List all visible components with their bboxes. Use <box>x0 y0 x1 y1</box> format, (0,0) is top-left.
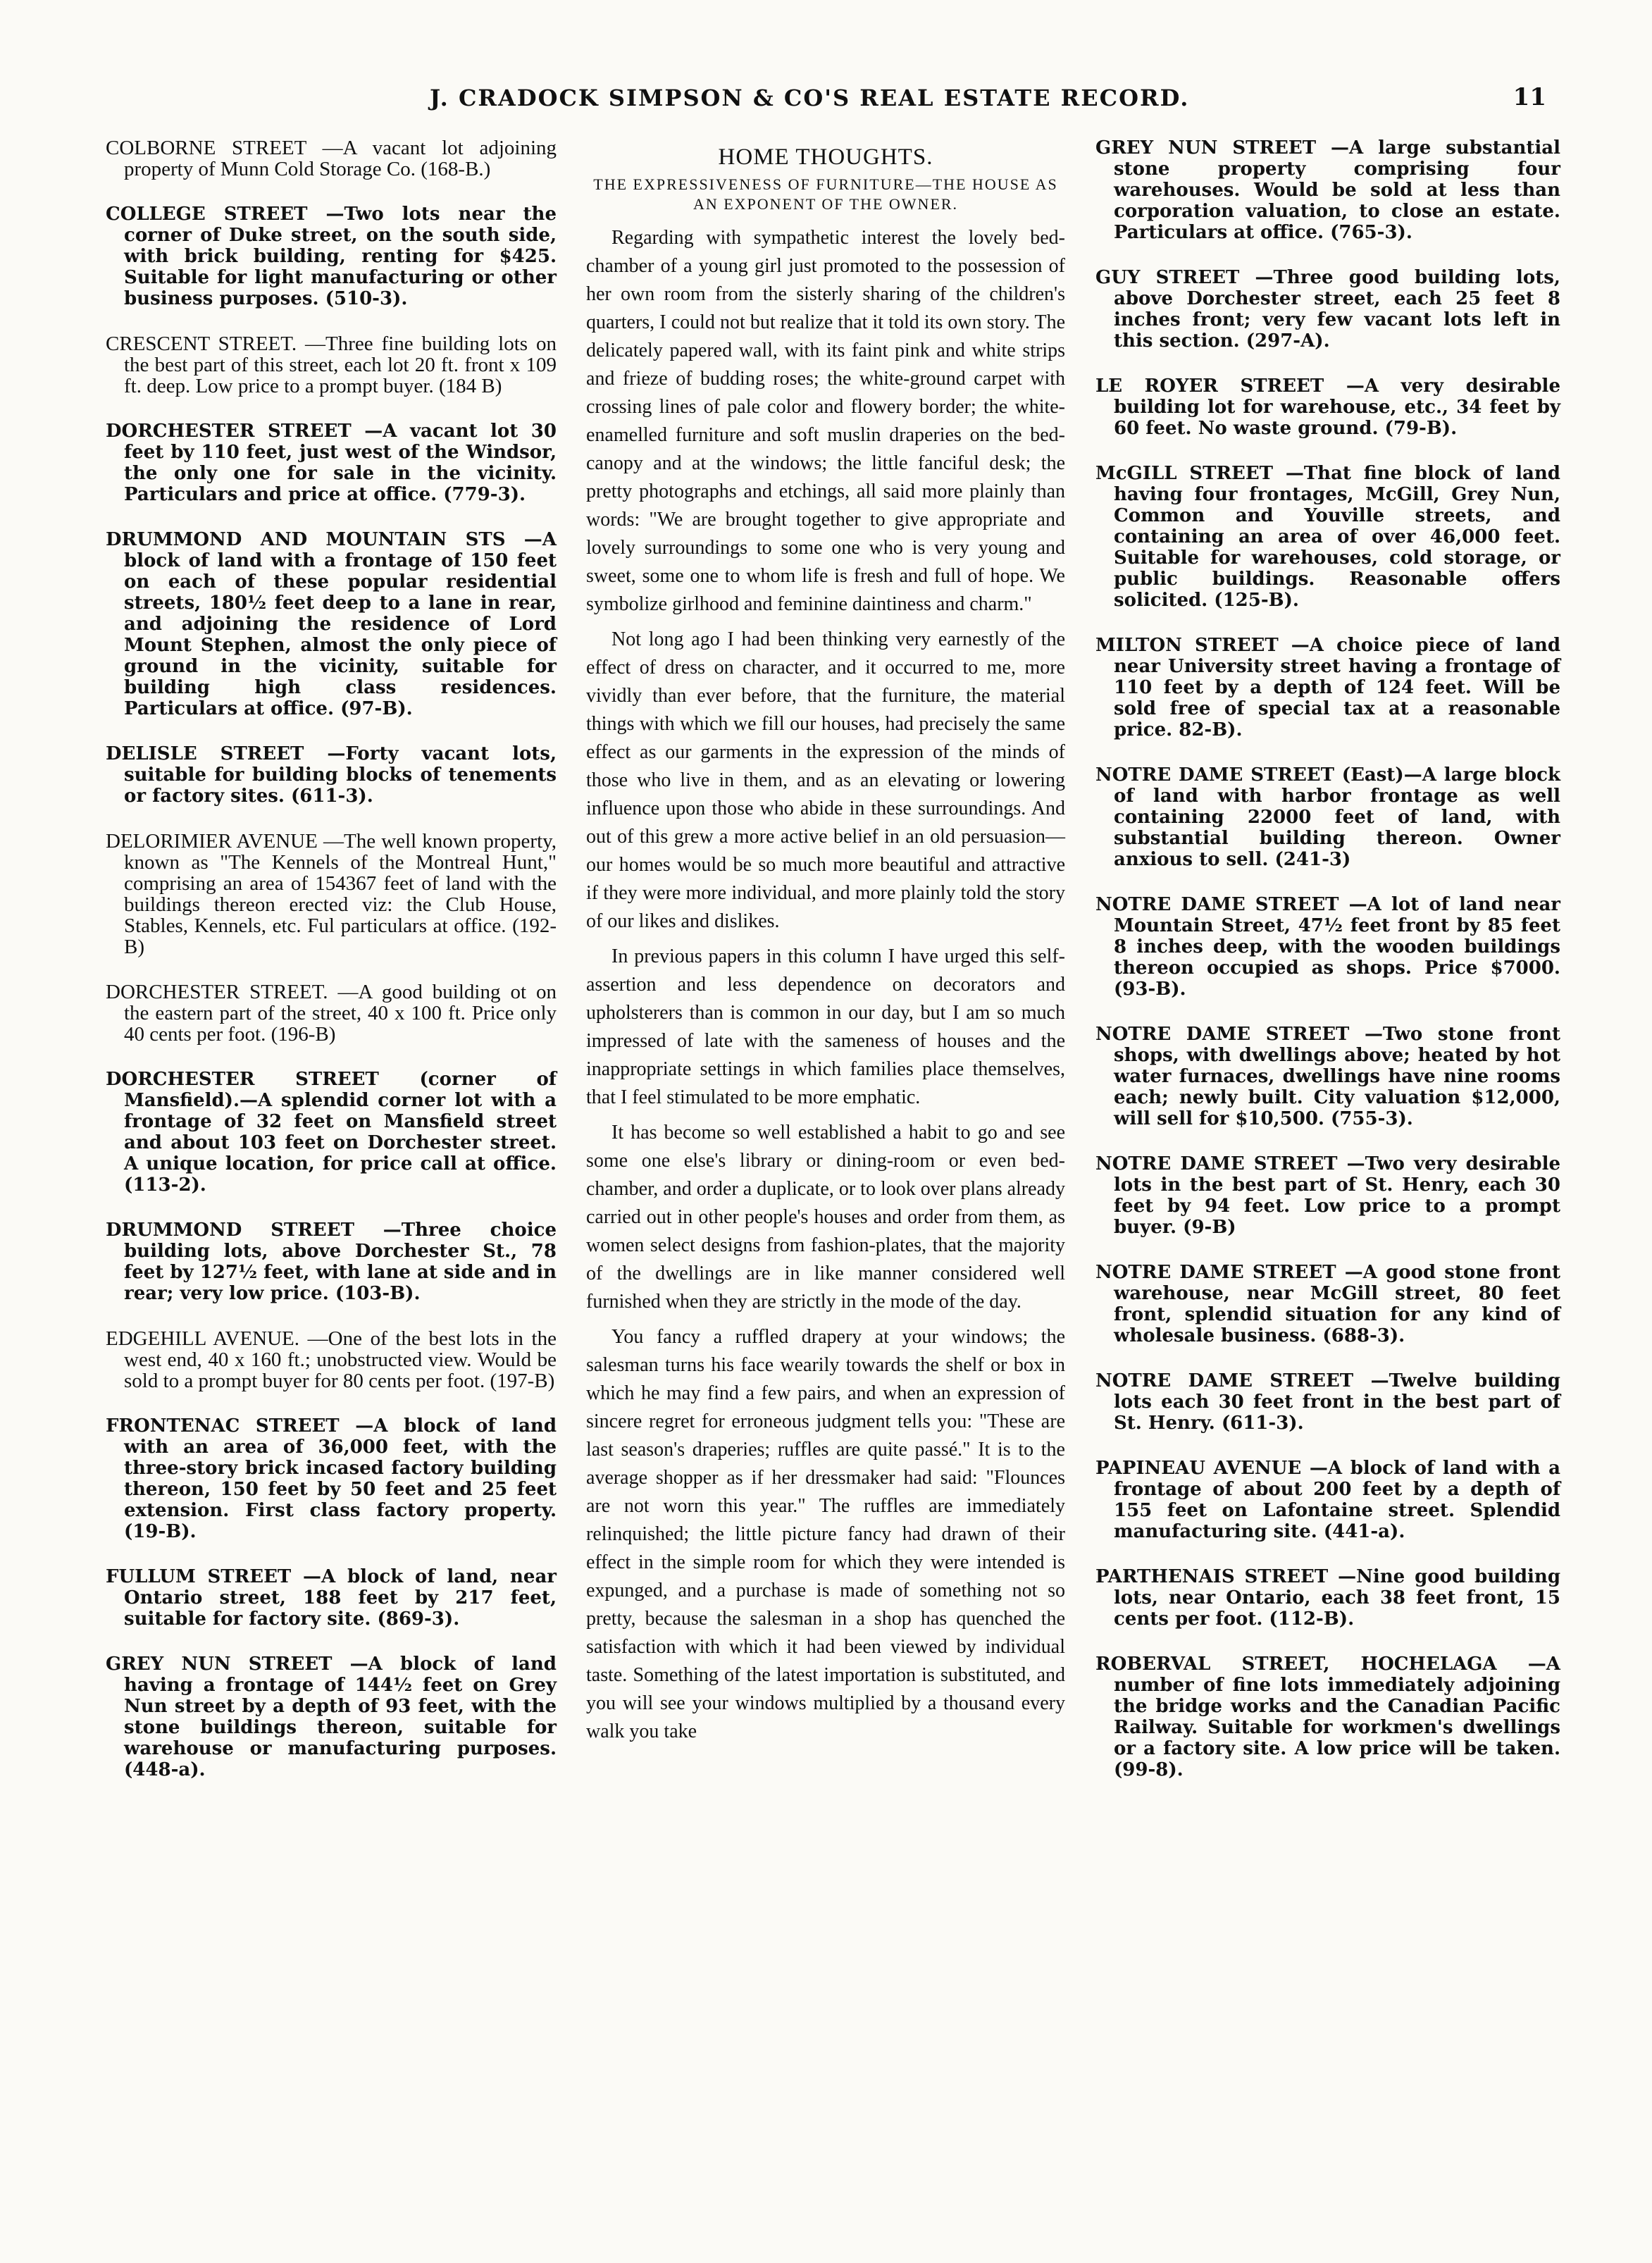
listing-text <box>106 333 557 397</box>
listing-description: —Two lots near the corner of Duke street, on the south side, with brick building, renting for $425. Suitable for light manufacturing or other business purposes. (510-3). <box>124 204 557 309</box>
listing-item <box>1095 137 1560 243</box>
listing-text <box>106 1566 557 1630</box>
listing-text <box>1095 894 1560 1000</box>
listing-description: —That fine block of land having four frontages, McGill, Grey Nun, Common and Youville streets, and containing an area of over 46,000 feet. Suitable for warehouses, cold storage, or public buildings. Reasonable offers solicited. (125-B). <box>1114 463 1560 611</box>
article-body <box>586 224 1065 1746</box>
listing-item <box>1095 1566 1560 1630</box>
listing-text <box>106 981 557 1045</box>
listing-text <box>1095 267 1560 352</box>
listing-description: —A choice piece of land near University street having a frontage of 110 feet by a depth of 124 feet. Will be sold free of special tax at a reasonable price. 82-B). <box>1114 635 1560 740</box>
listing-item <box>106 1654 557 1780</box>
listing-text <box>1095 1370 1560 1434</box>
listing-heading: DELISLE STREET <box>106 743 304 764</box>
listing-heading: EDGEHILL AVENUE. <box>106 1327 300 1350</box>
listing-heading: NOTRE DAME STREET <box>1095 1153 1338 1174</box>
listing-heading: LE ROYER STREET <box>1095 376 1324 397</box>
right-listings-column <box>1095 137 1560 1804</box>
listing-item <box>106 831 557 957</box>
listing-heading: DORCHESTER STREET <box>106 1069 379 1090</box>
listing-description: —A block of land with a frontage of 150 feet on each of these popular residential streets, 180½ feet deep to a lane in rear, and adjoining the residence of Lord Mount Stephen, almost the only piece of ground in the vicinity, suitable for building high class residences. Particulars at office. (97-B). <box>124 529 557 719</box>
listing-heading: FULLUM STREET <box>106 1566 292 1587</box>
listing-item <box>1095 1262 1560 1346</box>
listing-item <box>106 529 557 719</box>
listing-description: —A block of land, near Ontario street, 188 feet by 217 feet, suitable for factory site. (869-3). <box>124 1566 557 1630</box>
listing-heading: NOTRE DAME STREET <box>1095 764 1334 786</box>
listing-heading: ROBERVAL STREET, HOCHELAGA <box>1095 1654 1497 1675</box>
listing-item <box>106 981 557 1045</box>
listing-text <box>1095 635 1560 740</box>
listing-heading: NOTRE DAME STREET <box>1095 1370 1354 1391</box>
listing-text <box>1095 463 1560 611</box>
listing-text <box>106 137 557 180</box>
listing-heading: McGILL STREET <box>1095 463 1274 484</box>
listing-text <box>106 1654 557 1780</box>
listing-text <box>1095 1024 1560 1129</box>
listing-text <box>106 421 557 505</box>
listing-heading: DORCHESTER STREET. <box>106 981 328 1003</box>
listing-item <box>1095 376 1560 439</box>
listing-description: —A vacant lot adjoining property of Munn Cold Storage Co. (168-B.) <box>124 137 557 180</box>
listing-description: —The well known property, known as "The Kennels of the Montreal Hunt," comprising an area of 154367 feet of land with the buildings thereon erected viz: the Club House, Stables, Kennels, etc. Ful particulars at office. (192-B) <box>124 830 557 958</box>
listing-description: —Nine good building lots, near Ontario, each 38 feet front, 15 cents per foot. (112-B). <box>1114 1566 1560 1630</box>
listing-heading: COLLEGE STREET <box>106 204 308 225</box>
listing-description: —Two very desirable lots in the best part of St. Henry, each 30 feet by 94 feet. Low price to a prompt buyer. (9-B) <box>1114 1153 1561 1238</box>
listing-item <box>106 204 557 309</box>
listing-item <box>1095 1654 1560 1780</box>
listing-text <box>1095 1566 1560 1630</box>
listing-description: —One of the best lots in the west end, 40 x 160 ft.; unobstructed view. Would be sold to a prompt buyer for 80 cents per foot. (197-B) <box>124 1327 557 1392</box>
article-column <box>586 137 1065 1753</box>
left-listings-column <box>106 137 557 1804</box>
listing-text <box>1095 764 1560 870</box>
listing-text <box>106 743 557 807</box>
listing-heading: DRUMMOND AND MOUNTAIN STS <box>106 529 506 550</box>
listing-item <box>106 1069 557 1196</box>
listing-item <box>1095 1024 1560 1129</box>
listing-heading: CRESCENT STREET. <box>106 333 297 355</box>
article-paragraph: You fancy a ruffled drapery at your windows; the salesman turns his face wearily towards the shelf or box in which he may find a few pairs, and when an expression of sincere regret for erroneous judgment tells you: "These are last season's draperies; ruffles are quite passé." It is to the average shopper as if her dressmaker had said: "Flounces are not worn this year." The ruffles are immediately relinquished; the little picture fancy had drawn of their effect in the simple room for which they were intended is expunged, and a purchase is made of something not so pretty, because the salesman in a shop has quenched the satisfaction with which it had been viewed by individual taste. Something of the latest importation is substituted, and you will see your windows multiplied by a thousand every walk you take <box>586 1326 1065 1742</box>
listing-description: —A good building ot on the eastern part of the street, 40 x 100 ft. Price only 40 cents per foot. (196-B) <box>124 981 557 1046</box>
listing-description: —A good stone front warehouse, near McGill street, 80 feet front, splendid situation for any kind of wholesale business. (688-3). <box>1114 1262 1560 1346</box>
article-paragraph: It has become so well established a habit to go and see some one else's library or dining-room or even bed-chamber, and order a duplicate, or to look over plans already carried out in other people's houses and order from them, as women select designs from fashion-plates, that the majority of the dwellings are in like manner considered well furnished when they are strictly in the mode of the day. <box>586 1122 1065 1313</box>
listing-heading: DORCHESTER STREET <box>106 421 352 442</box>
listing-text <box>106 1415 557 1542</box>
listing-item <box>106 421 557 505</box>
listing-heading: GREY NUN STREET <box>1095 137 1317 159</box>
listing-item <box>106 137 557 180</box>
listing-heading: NOTRE DAME STREET <box>1095 1024 1350 1045</box>
listing-item <box>106 1566 557 1630</box>
listing-description: —A block of land with an area of 36,000 feet, with the three-story brick incased factory building thereon, 150 feet by 50 feet and 25 feet extension. First class factory property. (19-B). <box>124 1415 557 1542</box>
listing-text <box>1095 1458 1560 1542</box>
listing-text <box>106 1220 557 1304</box>
listing-description: —A very desirable building lot for warehouse, etc., 34 feet by 60 feet. No waste ground. (79-B). <box>1114 376 1560 439</box>
listing-text <box>106 831 557 957</box>
listing-item <box>1095 764 1560 870</box>
listing-description: —A large substantial stone property comprising four warehouses. Would be sold at less than corporation valuation, to close an estate. Particulars at office. (765-3). <box>1114 137 1560 243</box>
article-paragraph: Regarding with sympathetic interest the lovely bed-chamber of a young girl just promoted to the possession of her own room from the sisterly sharing of the children's quarters, I could not but realize that it told its own story. The delicately papered wall, with its faint pink and white strips and frieze of budding roses; the white-ground carpet with crossing lines of pale color and flowery border; the white-enamelled furniture and soft muslin draperies on the bed-canopy and at the windows; the little fanciful desk; the pretty photographs and etchings, all said more plainly than words: "We are brought together to give appropriate and lovely surroundings to some one who is very young and sweet, some one to whom life is fresh and full of hope. We symbolize girlhood and feminine daintiness and charm." <box>586 227 1065 615</box>
listing-description: —Three choice building lots, above Dorchester St., 78 feet by 127½ feet, with lane at side and in rear; very low price. (103-B). <box>124 1220 557 1304</box>
listing-text <box>1095 1262 1560 1346</box>
listing-item <box>1095 894 1560 1000</box>
article-paragraph: Not long ago I had been thinking very earnestly of the effect of dress on character, and it occurred to me, more vividly than ever before, that the furniture, the material things with which we fill our houses, had precisely the same effect as our garments in the expression of the minds of those who live in them, and as an elevating or lowering influence upon those who abide in these surroundings. And out of this grew a more active belief in an old persuasion—our homes would be so much more beautiful and attractive if they were more individual, and more plainly told the story of our likes and dislikes. <box>586 628 1065 932</box>
listing-text <box>106 204 557 309</box>
page-header <box>106 79 1546 121</box>
listing-heading: PAPINEAU AVENUE <box>1095 1458 1302 1479</box>
listing-heading: COLBORNE STREET <box>106 137 306 159</box>
listing-item <box>1095 1370 1560 1434</box>
article-subtitle: THE EXPRESSIVENESS OF FURNITURE—THE HOUSE AS AN EXPONENT OF THE OWNER. <box>593 175 1058 213</box>
listing-item <box>1095 1153 1560 1238</box>
listing-item <box>106 1220 557 1304</box>
listing-heading: DELORIMIER AVENUE <box>106 830 318 852</box>
listing-description: —Three fine building lots on the best part of this street, each lot 20 ft. front x 109 ft. deep. Low price to a prompt buyer. (184 B) <box>124 333 557 397</box>
listing-description: —A lot of land near Mountain Street, 47½ feet front by 85 feet 8 inches deep, with the wooden buildings thereon occupied as shops. Price $7000. (93-B). <box>1114 894 1560 1000</box>
listing-item <box>1095 267 1560 352</box>
listing-text <box>106 1328 557 1391</box>
listing-item <box>106 333 557 397</box>
listing-description: —Forty vacant lots, suitable for building blocks of tenements or factory sites. (611-3). <box>124 743 557 807</box>
article-title: HOME THOUGHTS. <box>718 144 933 170</box>
listing-item <box>1095 1458 1560 1542</box>
listing-description: —A number of fine lots immediately adjoining the bridge works and the Canadian Pacific Railway. Suitable for workmen's dwellings or a factory site. A low price will be taken. (99-8). <box>1114 1654 1560 1780</box>
listing-heading: NOTRE DAME STREET <box>1095 894 1339 915</box>
listing-heading: GUY STREET <box>1095 267 1240 288</box>
listing-heading: FRONTENAC STREET <box>106 1415 340 1437</box>
listing-description: (corner of Mansfield).—A splendid corner lot with a frontage of 32 feet on Mansfield street and about 103 feet on Dorchester street. A unique location, for price call at office. (113-2). <box>124 1069 557 1196</box>
listing-description: —A vacant lot 30 feet by 110 feet, just west of the Windsor, the only one for sale in the vicinity. Particulars and price at office. (779-3). <box>124 421 557 505</box>
listing-heading: PARTHENAIS STREET <box>1095 1566 1329 1587</box>
listing-description: —Twelve building lots each 30 feet front in the best part of St. Henry. (611-3). <box>1114 1370 1560 1434</box>
publication-title: J. CRADOCK SIMPSON & CO'S REAL ESTATE RECORD. <box>430 85 1190 111</box>
listing-text <box>106 529 557 719</box>
listing-heading: GREY NUN STREET <box>106 1654 333 1675</box>
article-paragraph: In previous papers in this column I have urged this self-assertion and less dependence on decorators and upholsterers than is common in our day, but I am so much impressed of late with the sameness of houses and the inappropriate settings in which families place themselves, that I feel stimulated to be more emphatic. <box>586 946 1065 1108</box>
listing-text <box>106 1069 557 1196</box>
listing-text <box>1095 137 1560 243</box>
listing-text <box>1095 1654 1560 1780</box>
listing-description: —Three good building lots, above Dorchester street, each 25 feet 8 inches front; very few vacant lots left in this section. (297-A). <box>1114 267 1560 352</box>
listing-item <box>106 743 557 807</box>
listing-description: —A block of land having a frontage of 144½ feet on Grey Nun street by a depth of 93 feet, with the stone buildings thereon, suitable for warehouse or manufacturing purposes. (448-a). <box>124 1654 557 1780</box>
listing-description: —Two stone front shops, with dwellings above; heated by hot water furnaces, dwellings have nine rooms each; newly built. City valuation $12,000, will sell for $10,500. (755-3). <box>1114 1024 1561 1129</box>
listing-item <box>106 1328 557 1391</box>
listing-description: —A block of land with a frontage of about 200 feet by a depth of 155 feet on Lafontaine street. Splendid manufacturing site. (441-a). <box>1114 1458 1561 1542</box>
listing-description: (East)—A large block of land with harbor frontage as well containing 22000 feet of land, with substantial building thereon. Owner anxious to sell. (241-3) <box>1114 764 1560 870</box>
listing-item <box>106 1415 557 1542</box>
listing-heading: NOTRE DAME STREET <box>1095 1262 1336 1283</box>
listing-item <box>1095 635 1560 740</box>
listing-text <box>1095 1153 1560 1238</box>
page-number: 11 <box>1513 83 1546 111</box>
listing-item <box>1095 463 1560 611</box>
listing-heading: DRUMMOND STREET <box>106 1220 354 1241</box>
listing-text <box>1095 376 1560 439</box>
listing-heading: MILTON STREET <box>1095 635 1279 656</box>
